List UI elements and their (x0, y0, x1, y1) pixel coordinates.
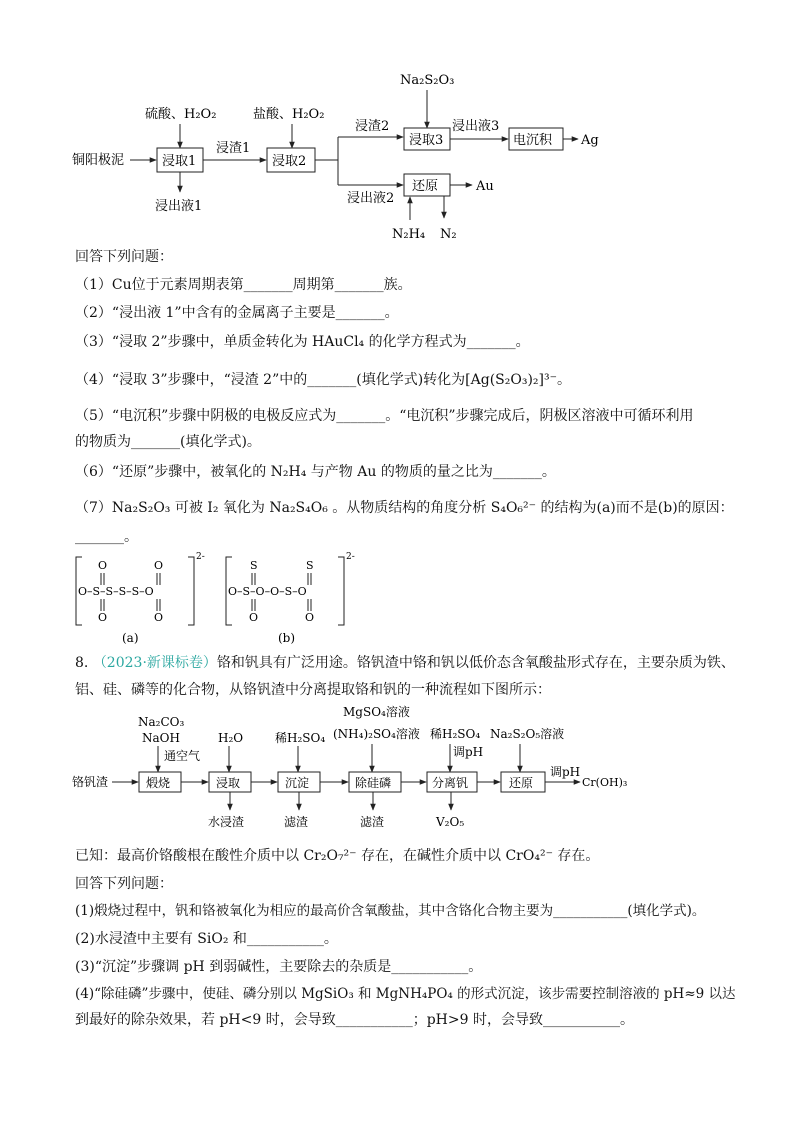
f2-reag6: Na₂S₂O₅溶液 (490, 727, 565, 741)
f2-reag4b: (NH₄)₂SO₄溶液 (333, 727, 420, 741)
label-n2: N₂ (440, 227, 457, 242)
f2-reag2: H₂O (218, 731, 244, 745)
struct-a-label: (a) (122, 631, 139, 645)
f2-out4: 滤渣 (360, 815, 385, 829)
q7-item-4: （4）“浸取 3”步骤中，“浸渣 2”中的_______(填化学式)转化为[Ag(S₂O₃)₂]³⁻。 (75, 372, 572, 388)
f2-air: 通空气 (164, 749, 201, 763)
label-acid2: 盐酸、H₂O₂ (253, 107, 325, 122)
svg-text:O: O (154, 611, 164, 624)
q7-item-1: （1）Cu位于元素周期表第_______周期第_______族。 (75, 277, 412, 293)
f2-reag4a: MgSO₄溶液 (343, 705, 410, 719)
q8-item-4b: 到最好的除杂效果，若 pH<9 时，会导致___________；pH>9 时，会导致___________。 (75, 1012, 634, 1028)
label-leach3: 浸出液3 (452, 119, 500, 134)
struct-b-label: (b) (278, 631, 296, 645)
q8-intro-2: 铝、硅、磷等的化合物，从铬钒渣中分离提取铬和钒的一种流程如下图所示： (75, 682, 551, 698)
q7-item-5: （5）“电沉积”步骤中阴极的电极反应式为_______。“电沉积”步骤完成后，阴极区溶液中可循环利用 (75, 408, 694, 424)
box-leach1: 浸取1 (162, 154, 197, 169)
f2-reag1b: NaOH (142, 731, 180, 745)
label-start: 铜阳极泥 (72, 153, 125, 168)
q8-source: （2023·新课标卷） (92, 655, 217, 671)
structure-diagrams (60, 545, 380, 645)
q7-item-7: （7）Na₂S₂O₃ 可被 I₂ 氧化为 Na₂S₄O₆ 。从物质结构的角度分析 S₄O₆²⁻ 的结构为(a)而不是(b)的原因： (75, 500, 734, 516)
q8-intro-1: 铬和钒具有广泛用途。铬钒渣中铬和钒以低价态含氧酸盐形式存在，主要杂质为铁、 (216, 655, 735, 671)
label-residue1: 浸渣1 (216, 141, 251, 156)
label-na2s2o3: Na₂S₂O₃ (400, 73, 455, 88)
f2-ph: 调pH (550, 765, 581, 779)
q7-item-3: （3）“浸取 2”步骤中，单质金转化为 HAuCl₄ 的化学方程式为_______。 (75, 334, 530, 350)
svg-text:O–S–O–O–S–O: O–S–O–O–S–O (228, 585, 307, 598)
q7-item-7b: _______。 (75, 529, 138, 545)
label-acid1: 硫酸、H₂O₂ (145, 107, 217, 122)
svg-text:S: S (306, 559, 314, 572)
f2-box-calcine: 煅烧 (146, 776, 171, 790)
label-au: Au (476, 179, 494, 194)
label-residue2: 浸渣2 (355, 119, 390, 134)
label-ag: Ag (581, 133, 599, 148)
q8-item-1: (1)煅烧过程中，钒和铬被氧化为相应的最高价含氧酸盐，其中含铬化合物主要为___________(填化学式)。 (75, 903, 706, 919)
f2-start: 铬钒渣 (72, 775, 109, 789)
f2-end: Cr(OH)₃ (582, 776, 628, 789)
f2-out5: V₂O₅ (436, 815, 465, 829)
box-electrodeposit: 电沉积 (513, 133, 553, 148)
f2-box-reduce: 还原 (509, 776, 534, 790)
f2-box-sepv: 分离钒 (432, 776, 469, 790)
q8-known: 已知：最高价铬酸根在酸性介质中以 Cr₂O₇²⁻ 存在，在碱性介质中以 CrO₄²⁻ 存在。 (75, 848, 600, 864)
f2-reag5a: 稀H₂SO₄ (430, 727, 481, 741)
q7-item-5b: 的物质为_______(填化学式)。 (75, 434, 261, 450)
q7-prompt: 回答下列问题： (75, 249, 173, 265)
q8-item-2: (2)水浸渣中主要有 SiO₂ 和___________。 (75, 931, 338, 947)
q7-item-2: （2）“浸出液 1”中含有的金属离子主要是_______。 (75, 305, 399, 321)
f2-box-leach: 浸取 (216, 776, 241, 790)
svg-text:O: O (154, 559, 164, 572)
box-reduce: 还原 (412, 179, 439, 194)
svg-text:O: O (249, 611, 259, 624)
svg-text:O–S–S–S–S–O: O–S–S–S–S–O (78, 585, 154, 598)
charge-b: 2- (346, 552, 355, 562)
flowchart-chromium (0, 700, 800, 840)
f2-out2: 水浸渣 (208, 815, 245, 829)
f2-out3: 滤渣 (284, 815, 309, 829)
q8-intro (75, 653, 735, 673)
flowchart-copper (0, 60, 800, 250)
q8-prompt: 回答下列问题： (75, 876, 173, 892)
label-n2h4: N₂H₄ (392, 227, 426, 242)
charge-a: 2- (196, 552, 205, 562)
q8-number: 8. (75, 655, 89, 671)
svg-text:O: O (305, 611, 315, 624)
f2-box-precip: 沉淀 (285, 776, 310, 790)
f2-box-desip: 除硅磷 (355, 776, 392, 790)
label-leach2: 浸出液2 (347, 191, 395, 206)
q7-item-6: （6）“还原”步骤中，被氧化的 N₂H₄ 与产物 Au 的物质的量之比为_______。 (75, 464, 556, 480)
svg-text:O: O (98, 559, 108, 572)
q8-item-3: (3)“沉淀”步骤调 pH 到弱碱性，主要除去的杂质是___________。 (75, 959, 483, 975)
svg-text:O: O (98, 611, 108, 624)
f2-reag1a: Na₂CO₃ (138, 715, 185, 729)
box-leach2: 浸取2 (272, 154, 307, 169)
f2-reag5b: 调pH (453, 745, 484, 759)
svg-text:S: S (250, 559, 258, 572)
f2-reag3: 稀H₂SO₄ (275, 731, 326, 745)
box-leach3: 浸取3 (409, 133, 444, 148)
label-leach1: 浸出液1 (155, 199, 203, 214)
q8-item-4: (4)“除硅磷”步骤中，使硅、磷分别以 MgSiO₃ 和 MgNH₄PO₄ 的形式沉淀，该步需要控制溶液的 pH≈9 以达 (75, 986, 736, 1002)
